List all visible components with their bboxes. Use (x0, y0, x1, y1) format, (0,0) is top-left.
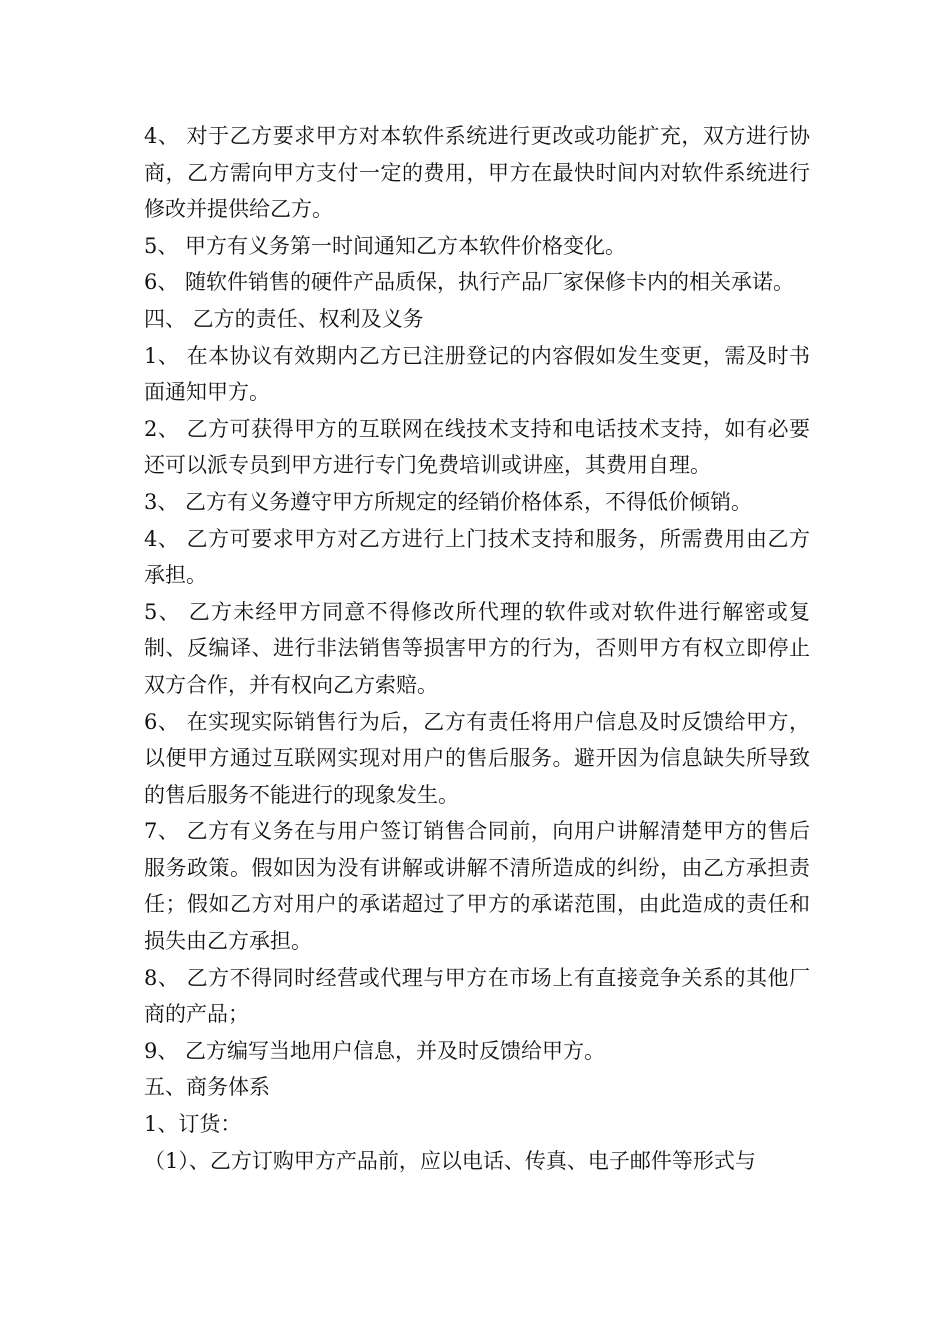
section-heading: 五、商务体系 (144, 1075, 270, 1100)
paragraph: 6、 在实现实际销售行为后，乙方有责任将用户信息及时反馈给甲方，以便甲方通过互联网实现对用户的售后服务。避开因为信息缺失所导致的售后服务不能进行的现象发生。 (144, 709, 810, 807)
paragraph: 6、 随软件销售的硬件产品质保，执行产品厂家保修卡内的相关承诺。 (144, 270, 795, 295)
paragraph: 3、 乙方有义务遵守甲方所规定的经销价格体系，不得低价倾销。 (144, 489, 753, 514)
paragraph: 1、 在本协议有效期内乙方已注册登记的内容假如发生变更，需及时书面通知甲方。 (144, 343, 810, 405)
paragraph: 5、 甲方有义务第一时间通知乙方本软件价格变化。 (144, 233, 627, 258)
paragraph: 4、 对于乙方要求甲方对本软件系统进行更改或功能扩充，双方进行协商，乙方需向甲方支付一定的费用，甲方在最快时间内对软件系统进行修改并提供给乙方。 (144, 124, 810, 222)
paragraph: 9、 乙方编写当地用户信息，并及时反馈给甲方。 (144, 1038, 606, 1063)
paragraph: 5、 乙方未经甲方同意不得修改所代理的软件或对软件进行解密或复制、反编译、进行非法销售等损害甲方的行为，否则甲方有权立即停止双方合作，并有权向乙方索赔。 (144, 599, 810, 697)
paragraph: （1）、乙方订购甲方产品前，应以电话、传真、电子邮件等形式与 (144, 1148, 756, 1173)
document-body (144, 118, 810, 1179)
subsection-heading: 1、订货： (144, 1112, 242, 1137)
paragraph: 8、 乙方不得同时经营或代理与甲方在市场上有直接竞争关系的其他厂商的产品； (144, 965, 810, 1027)
paragraph: 4、 乙方可要求甲方对乙方进行上门技术支持和服务，所需费用由乙方承担。 (144, 526, 810, 588)
paragraph: 7、 乙方有义务在与用户签订销售合同前，向用户讲解清楚甲方的售后服务政策。假如因为没有讲解或讲解不清所造成的纠纷，由乙方承担责任；假如乙方对用户的承诺超过了甲方的承诺范围，由此造成的责任和损失由乙方承担。 (144, 819, 810, 954)
section-heading: 四、 乙方的责任、权利及义务 (144, 306, 424, 331)
paragraph: 2、 乙方可获得甲方的互联网在线技术支持和电话技术支持，如有必要还可以派专员到甲方进行专门免费培训或讲座，其费用自理。 (144, 416, 810, 478)
